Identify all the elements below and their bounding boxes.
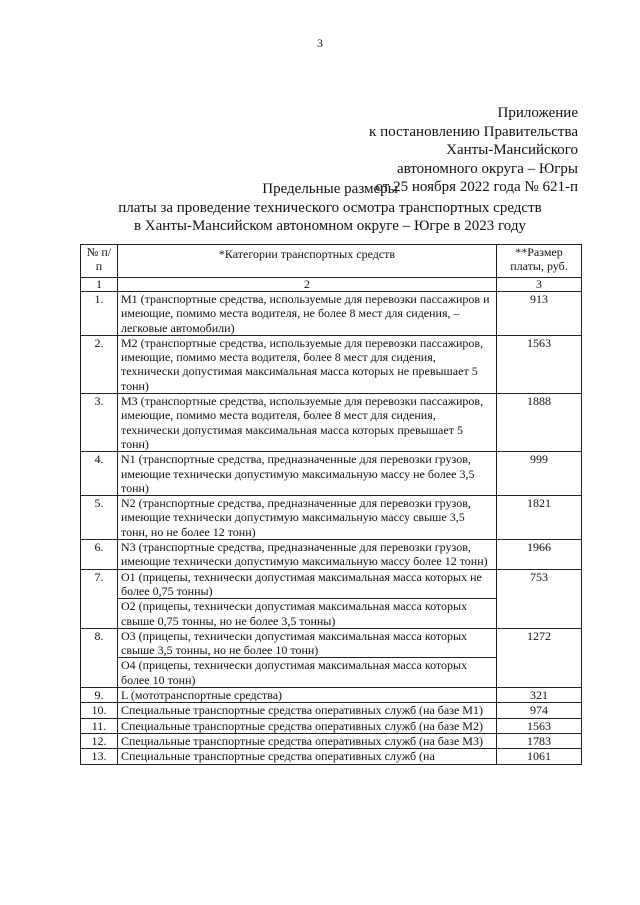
row-fee: 1783 bbox=[497, 733, 582, 748]
row-fee: 1563 bbox=[497, 718, 582, 733]
row-fee: 974 bbox=[497, 703, 582, 718]
table-row bbox=[81, 688, 582, 703]
row-category: M1 (транспортные средства, используемые для перевозки пассажиров и имеющие, помимо места водителя, не более 8 мест для сидения, – легковые автомобили) bbox=[118, 292, 497, 336]
row-number: 9. bbox=[81, 688, 118, 703]
row-category: O3 (прицепы, технически допустимая максимальная масса которых свыше 3,5 тонны, но не более 10 тонн) bbox=[118, 628, 497, 658]
row-fee: 1272 bbox=[497, 628, 582, 687]
row-fee: 753 bbox=[497, 569, 582, 628]
table-row bbox=[81, 335, 582, 393]
column-index: 3 bbox=[497, 278, 582, 292]
row-fee: 913 bbox=[497, 292, 582, 336]
table-row bbox=[81, 292, 582, 336]
row-number: 6. bbox=[81, 540, 118, 570]
row-category: Специальные транспортные средства оперативных служб (на bbox=[118, 749, 497, 764]
row-number: 7. bbox=[81, 569, 118, 628]
row-category: L (мототранспортные средства) bbox=[118, 688, 497, 703]
row-fee: 999 bbox=[497, 452, 582, 496]
row-category: Специальные транспортные средства оперативных служб (на базе M1) bbox=[118, 703, 497, 718]
table-row bbox=[81, 452, 582, 496]
row-category: Специальные транспортные средства оперативных служб (на базе M2) bbox=[118, 718, 497, 733]
row-category: M3 (транспортные средства, используемые для перевозки пассажиров, имеющие, помимо места водителя, более 8 мест для сидения, технически допустимая максимальная масса которых превышает 5 тонн) bbox=[118, 394, 497, 452]
row-fee: 1563 bbox=[497, 335, 582, 393]
table-header-row bbox=[81, 245, 582, 278]
row-number: 13. bbox=[81, 749, 118, 764]
row-fee: 1966 bbox=[497, 540, 582, 570]
row-category: O2 (прицепы, технически допустимая максимальная масса которых свыше 0,75 тонны, но не более 3,5 тонны) bbox=[118, 599, 497, 629]
appendix-line: от 25 ноября 2022 года № 621-п bbox=[375, 179, 578, 195]
row-number: 12. bbox=[81, 733, 118, 748]
table-row bbox=[81, 703, 582, 718]
row-category: O1 (прицепы, технически допустимая максимальная масса которых не более 0,75 тонны) bbox=[118, 569, 497, 599]
row-category: O4 (прицепы, технически допустимая максимальная масса которых более 10 тонн) bbox=[118, 658, 497, 688]
page-number: 3 bbox=[317, 36, 323, 50]
title-line: в Ханты-Мансийском автономном округе – Югре в 2023 году bbox=[133, 218, 527, 234]
header-number: № п/п bbox=[81, 245, 118, 278]
table-row bbox=[81, 394, 582, 452]
row-fee: 321 bbox=[497, 688, 582, 703]
row-category: Специальные транспортные средства оперативных служб (на базе M3) bbox=[118, 733, 497, 748]
row-number: 3. bbox=[81, 394, 118, 452]
row-fee: 1888 bbox=[497, 394, 582, 452]
row-number: 4. bbox=[81, 452, 118, 496]
row-number: 1. bbox=[81, 292, 118, 336]
table-row bbox=[81, 569, 582, 599]
row-number: 2. bbox=[81, 335, 118, 393]
row-category: N2 (транспортные средства, предназначенные для перевозки грузов, имеющие технически допустимую максимальную массу свыше 3,5 тонн, но не более 12 тонн) bbox=[118, 496, 497, 540]
table-row bbox=[81, 749, 582, 764]
column-index: 1 bbox=[81, 278, 118, 292]
header-fee: **Размер платы, руб. bbox=[497, 245, 582, 278]
appendix-line: Приложение bbox=[497, 105, 578, 121]
column-index-row bbox=[81, 278, 582, 292]
title-line: платы за проведение технического осмотра транспортных средств bbox=[118, 199, 542, 216]
table-row bbox=[81, 496, 582, 540]
table-row bbox=[81, 540, 582, 570]
header-category: *Категории транспортных средств bbox=[118, 245, 497, 278]
fee-table bbox=[80, 244, 582, 765]
row-number: 5. bbox=[81, 496, 118, 540]
appendix-line: к постановлению Правительства bbox=[369, 123, 578, 140]
table-row bbox=[81, 718, 582, 733]
row-fee: 1061 bbox=[497, 749, 582, 764]
row-number: 8. bbox=[81, 628, 118, 687]
appendix-line: автономного округа – Югры bbox=[396, 160, 578, 177]
document-title bbox=[80, 180, 580, 236]
row-category: M2 (транспортные средства, используемые для перевозки пассажиров, имеющие, помимо места водителя, более 8 мест для сидения, технически допустимая максимальная масса которых не превышает 5 тонн) bbox=[118, 335, 497, 393]
table-row bbox=[81, 733, 582, 748]
row-number: 10. bbox=[81, 703, 118, 718]
row-fee: 1821 bbox=[497, 496, 582, 540]
title-line: Предельные размеры bbox=[262, 181, 398, 197]
table-row bbox=[81, 628, 582, 658]
row-number: 11. bbox=[81, 718, 118, 733]
row-category: N3 (транспортные средства, предназначенные для перевозки грузов, имеющие технически допустимую максимальную массу более 12 тонн) bbox=[118, 540, 497, 570]
column-index: 2 bbox=[118, 278, 497, 292]
row-category: N1 (транспортные средства, предназначенные для перевозки грузов, имеющие технически допустимую максимальную массу не более 3,5 тонн) bbox=[118, 452, 497, 496]
appendix-line: Ханты-Мансийского bbox=[446, 142, 578, 158]
